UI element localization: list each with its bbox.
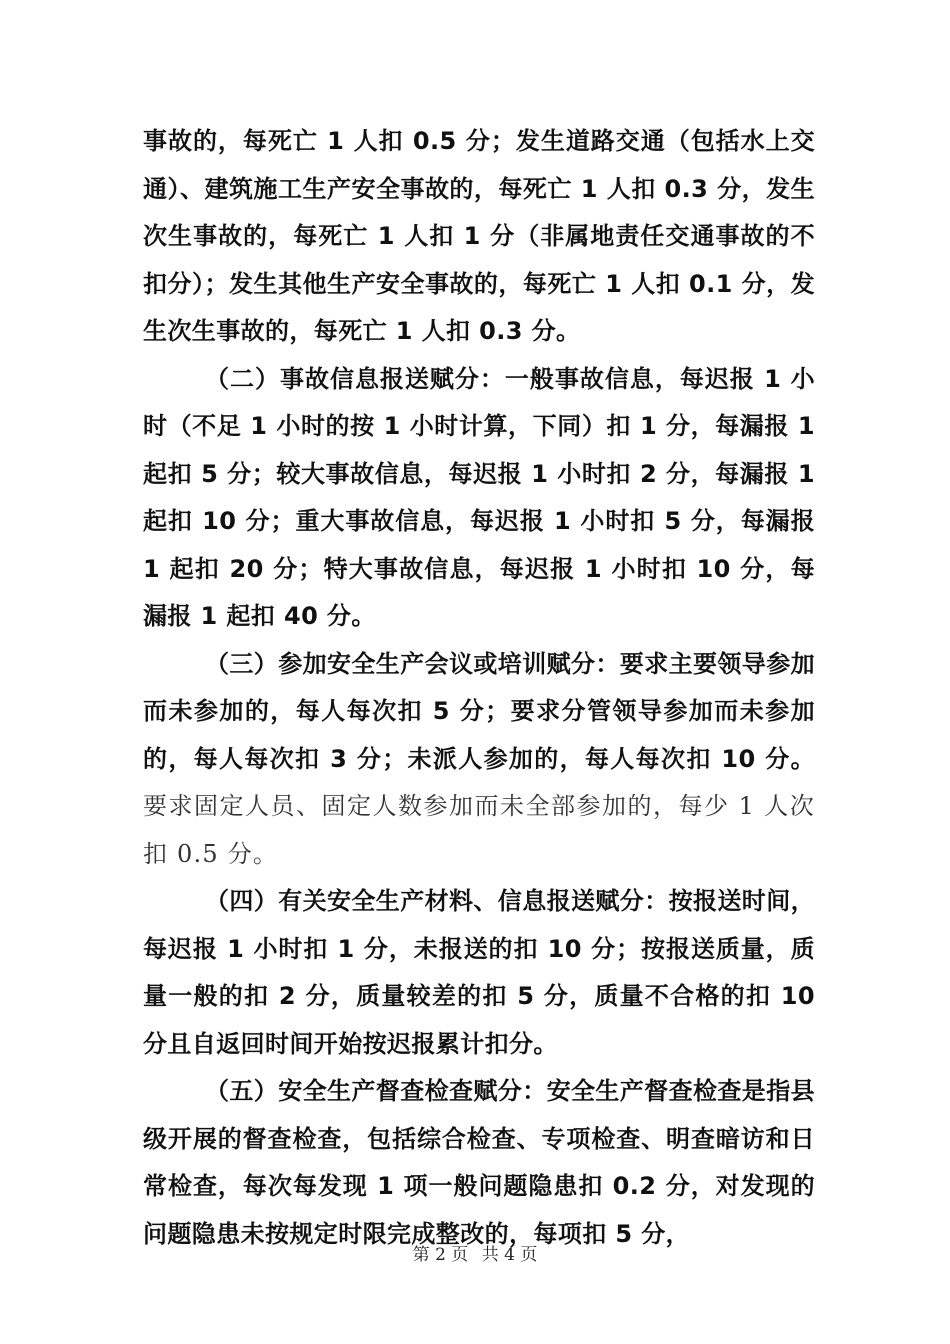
paragraph-4 [143, 878, 815, 1068]
paragraph-1-text: 事故的，每死亡 1 人扣 0.5 分；发生道路交通（包括水上交通）、建筑施工生产安全事故的，每死亡 1 人扣 0.3 分，发生次生事故的，每死亡 1 人扣 1 分（非属地责任交通事故的不扣分）；发生其他生产安全事故的，每死亡 1 人扣 0.1 分，发生次生事故的，每死亡 1 人扣 0.3 分。 [143, 127, 815, 345]
document-body [143, 118, 815, 1258]
paragraph-3-serif-text: 要求固定人员、固定人数参加而未全部参加的，每少 1 人次扣 0.5 分。 [143, 792, 815, 868]
paragraph-5 [143, 1068, 815, 1258]
paragraph-5-text: （五）安全生产督查检查赋分：安全生产督查检查是指县级开展的督查检查，包括综合检查、专项检查、明查暗访和日常检查，每次每发现 1 项一般问题隐患扣 0.2 分，对发现的问题隐患未按规定时限完成整改的，每项扣 5 分， [143, 1077, 815, 1248]
paragraph-2 [143, 356, 815, 641]
paragraph-1 [143, 118, 815, 356]
paragraph-3-text: （三）参加安全生产会议或培训赋分：要求主要领导参加而未参加的，每人每次扣 5 分；要求分管领导参加而未参加的，每人每次扣 3 分；未派人参加的，每人每次扣 10 分。 [143, 649, 815, 773]
paragraph-2-text: （二）事故信息报送赋分：一般事故信息，每迟报 1 小时（不足 1 小时的按 1 小时计算，下同）扣 1 分，每漏报 1 起扣 5 分；较大事故信息，每迟报 1 小时扣 2 分，每漏报 1 起扣 10 分；重大事故信息，每迟报 1 小时扣 5 分，每漏报 1 起扣 20 分；特大事故信息，每迟报 1 小时扣 10 分，每漏报 1 起扣 40 分。 [143, 364, 815, 630]
paragraph-4-text: （四）有关安全生产材料、信息报送赋分：按报送时间，每迟报 1 小时扣 1 分，未报送的扣 10 分；按报送质量，质量一般的扣 2 分，质量较差的扣 5 分，质量不合格的扣 10 分且自返回时间开始按迟报累计扣分。 [143, 887, 815, 1058]
paragraph-3 [143, 641, 815, 879]
page-total: 共 4 页 [481, 1245, 538, 1265]
page-number: 第 2 页 [412, 1245, 469, 1265]
page-footer [0, 1240, 950, 1265]
